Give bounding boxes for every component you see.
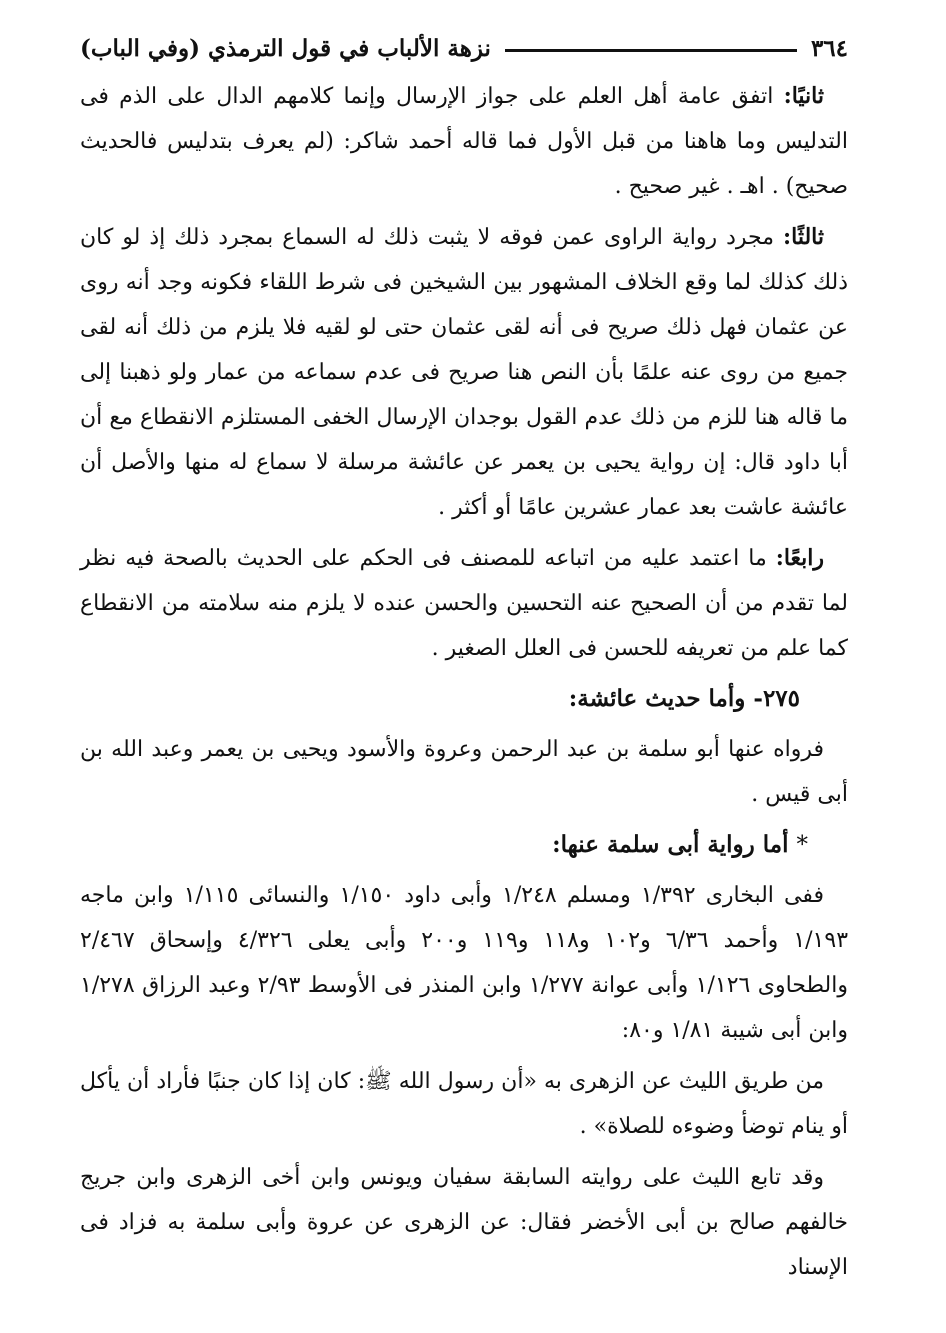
paragraph-lead: ثالثًا: bbox=[783, 224, 824, 250]
paragraph-thaniyan bbox=[80, 74, 848, 209]
page-header bbox=[80, 30, 848, 66]
paragraph-text: مجرد رواية الراوى عمن فوقه لا يثبت ذلك له السماع بمجرد ذلك إذ لو كان ذلك كذلك لما وقع الخلاف المشهور بين الشيخين فى شرط اللقاء فكونه وجد أنه روى عن عثمان فهل ذلك صريح فى أنه لقى عثمان حتى لو لقيه فلا يلزم من ذلك أنه لقى جميع من روى عنه علمًا بأن النص هنا صريح فى عدم سماعه من عمار ولو ذهبنا إلى ما قاله هنا للزم من ذلك عدم القول بوجدان الإرسال الخفى المستلزم الانقطاع مع أن أبا داود قال: إن رواية يحيى بن يعمر عن عائشة مرسلة لا سماع له منها والأصل أن عائشة عاشت بعد عمار عشرين عامًا أو أكثر . bbox=[80, 225, 848, 520]
paragraph-hadith-text: من طريق الليث عن الزهرى به «أن رسول الله ﷺ: كان إذا كان جنبًا فأراد أن يأكل أو ينام توضأ وضوءه للصلاة» . bbox=[80, 1069, 848, 1139]
paragraph-mutabaat: وقد تابع الليث على روايته السابقة سفيان ويونس وابن أخى الزهرى وابن جريج خالفهم صالح بن أبى الأخضر فقال: عن الزهرى عن عروة وأبى سلمة به فزاد فى الإسناد bbox=[80, 1165, 848, 1280]
running-title: نزهة الألباب في قول الترمذي (وفي الباب) bbox=[80, 34, 491, 62]
paragraph-text: اتفق عامة أهل العلم على جواز الإرسال وإنما كلامهم الدال على الذم فى التدليس وما هاهنا من قبل الأول فما قاله أحمد شاكر: (لم يعرف بتدليس فالحديث صحيح) . اهـ . غير صحيح . bbox=[80, 84, 848, 199]
page-body bbox=[80, 74, 848, 1290]
page-number: ٣٦٤ bbox=[810, 34, 848, 62]
paragraph-thalithan bbox=[80, 215, 848, 530]
paragraph-lead: رابعًا: bbox=[775, 545, 824, 571]
subheading-text: أما رواية أبى سلمة عنها: bbox=[552, 831, 789, 858]
section-heading: ٢٧٥- وأما حديث عائشة: bbox=[568, 685, 800, 712]
paragraph-lead: ثانيًا: bbox=[783, 83, 824, 109]
section-intro: فرواه عنها أبو سلمة بن عبد الرحمن وعروة والأسود ويحيى بن يعمر وعبد الله بن أبى قيس . bbox=[80, 737, 848, 807]
header-rule bbox=[505, 49, 797, 52]
subheading bbox=[80, 823, 848, 867]
paragraph-sources: ففى البخارى ١/٣٩٢ ومسلم ١/٢٤٨ وأبى داود ١/١٥٠ والنسائى ١/١١٥ وابن ماجه ١/١٩٣ وأحمد ٦/٣٦ و١٠٢ و١١٨ و١١٩ و٢٠٠ وأبى يعلى ٤/٣٢٦ وإسحاق ٢/٤٦٧ والطحاوى ١/١٢٦ وأبى عوانة ١/٢٧٧ وابن المنذر فى الأوسط ٢/٩٣ وعبد الرزاق ١/٢٧٨ وابن أبى شيبة ١/٨١ و٨٠: bbox=[80, 883, 849, 1043]
star-bullet: * bbox=[796, 832, 808, 858]
paragraph-text: ما اعتمد عليه من اتباعه للمصنف فى الحكم على الحديث بالصحة فيه نظر لما تقدم من أن الصحيح عنه التحسين والحسن عنده لا يلزم منه سلامته من الانقطاع كما علم من تعريفه للحسن فى العلل الصغير . bbox=[80, 546, 848, 661]
paragraph-rabian bbox=[80, 536, 848, 671]
